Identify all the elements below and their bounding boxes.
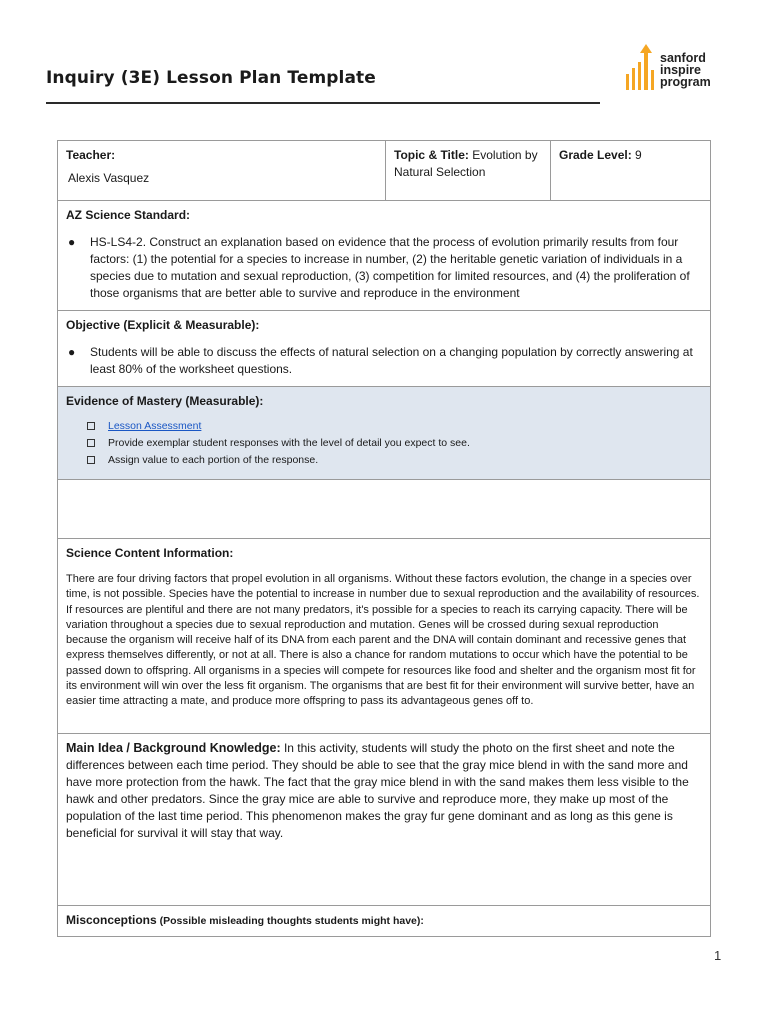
misconceptions-label: Misconceptions bbox=[66, 913, 157, 927]
main-idea-text: In this activity, students will study the photo on the first sheet and note the differences between each time period. They should be able to see that the gray mice blend in with the sand more and have more protection from the hawk. The fact that the gray mice blend in with the sand makes them less visible to the hawk and other predators. Since the gray mice are able to survive and reproduce more, they make up most of the population of the last time period. This phenomenon makes the gray fur gene dominant and as long as this gene is beneficial for survival it will stay that way. bbox=[66, 741, 689, 840]
objective-cell bbox=[58, 311, 711, 387]
evidence-item bbox=[66, 452, 702, 469]
checkbox-icon[interactable] bbox=[87, 439, 95, 447]
content-info-text: There are four driving factors that propel evolution in all organisms. Without these factors evolution, the change in a species over time, is not possible. Species have the potential to increase in number due to sexual reproduction and the availability of resources. If resources are plentiful and there are not many predators, it's possible for a species to reach its carrying capacity. There will be variation throughout a species due to sexual reproduction and mutation. Genes will be crossed during sexual reproduction because the organism will receive half of its DNA from each parent and the DNA will contain dominant and recessive genes that express themselves differently, or not at all. There is also a chance for random mutations to occur which have the potential to be passed down to offspring. All organisms in a species will compete for resources like food and shelter and the organism most fit for its environment will win over the less fit organism. The organisms that are best fit for their environment will survive better, have an easier time attracting a mate, and produce more offspring to pass its advantageous genes off to. bbox=[66, 573, 700, 708]
blank-row bbox=[58, 480, 711, 539]
lesson-assessment-link[interactable]: Lesson Assessment bbox=[108, 420, 202, 432]
standard-text: HS-LS4-2. Construct an explanation based on evidence that the process of evolution primarily results from four factors: (1) the potential for a species to increase in number, (2) the heritable genetic variation of individuals in a species due to mutation and sexual reproduction, (3) competition for limited resources, and (4) the proliferation of those organisms that are better able to survive and reproduce in the environment bbox=[90, 235, 690, 300]
evidence-row bbox=[58, 387, 711, 480]
standard-row bbox=[58, 201, 711, 311]
teacher-label: Teacher: bbox=[66, 148, 116, 162]
sanford-inspire-logo bbox=[624, 44, 734, 96]
standard-bullet bbox=[66, 234, 702, 302]
objective-label: Objective (Explicit & Measurable): bbox=[66, 318, 260, 332]
content-info-label: Science Content Information: bbox=[66, 546, 234, 560]
logo-wordmark bbox=[660, 52, 711, 88]
bullet-icon: ● bbox=[68, 235, 76, 249]
content-info-row bbox=[58, 539, 711, 734]
page-title: Inquiry (3E) Lesson Plan Template bbox=[46, 68, 376, 88]
evidence-item-text: Assign value to each portion of the response. bbox=[108, 454, 319, 466]
evidence-list bbox=[66, 418, 702, 469]
evidence-label: Evidence of Mastery (Measurable): bbox=[66, 394, 264, 408]
teacher-name: Alexis Vasquez bbox=[68, 171, 150, 185]
main-idea-row bbox=[58, 734, 711, 906]
topic-label: Topic & Title: bbox=[394, 148, 469, 162]
blank-cell bbox=[58, 480, 711, 539]
evidence-item-text: Provide exemplar student responses with the level of detail you expect to see. bbox=[108, 437, 470, 449]
evidence-item bbox=[66, 435, 702, 452]
evidence-item bbox=[66, 418, 702, 435]
topic-cell bbox=[386, 141, 551, 201]
header-divider bbox=[46, 102, 600, 104]
lesson-plan-table bbox=[57, 140, 711, 937]
logo-bars-icon bbox=[624, 44, 658, 92]
teacher-cell bbox=[58, 141, 386, 201]
standard-cell bbox=[58, 201, 711, 311]
grade-value: 9 bbox=[635, 148, 642, 162]
misconceptions-sub: (Possible misleading thoughts students might have): bbox=[156, 915, 424, 927]
bullet-icon: ● bbox=[68, 345, 76, 359]
topic-value: Evolution by Natural Selection bbox=[394, 148, 538, 179]
content-info-cell bbox=[58, 539, 711, 734]
checkbox-icon[interactable] bbox=[87, 422, 95, 430]
grade-cell bbox=[551, 141, 711, 201]
objective-bullet bbox=[66, 344, 702, 378]
logo-line-2: inspire bbox=[660, 63, 701, 77]
misconceptions-cell bbox=[58, 906, 711, 937]
logo-line-1: sanford bbox=[660, 51, 706, 65]
objective-text: Students will be able to discuss the effects of natural selection on a changing population by correctly answering at least 80% of the worksheet questions. bbox=[90, 345, 693, 376]
grade-label: Grade Level: bbox=[559, 148, 632, 162]
logo-line-3: program bbox=[660, 75, 711, 89]
objective-row bbox=[58, 311, 711, 387]
evidence-cell bbox=[58, 387, 711, 480]
main-idea-label: Main Idea / Background Knowledge: bbox=[66, 741, 281, 755]
standard-label: AZ Science Standard: bbox=[66, 208, 191, 222]
page-number: 1 bbox=[714, 948, 722, 963]
main-idea-cell bbox=[58, 734, 711, 906]
header-row bbox=[58, 141, 711, 201]
checkbox-icon[interactable] bbox=[87, 456, 95, 464]
misconceptions-row bbox=[58, 906, 711, 937]
